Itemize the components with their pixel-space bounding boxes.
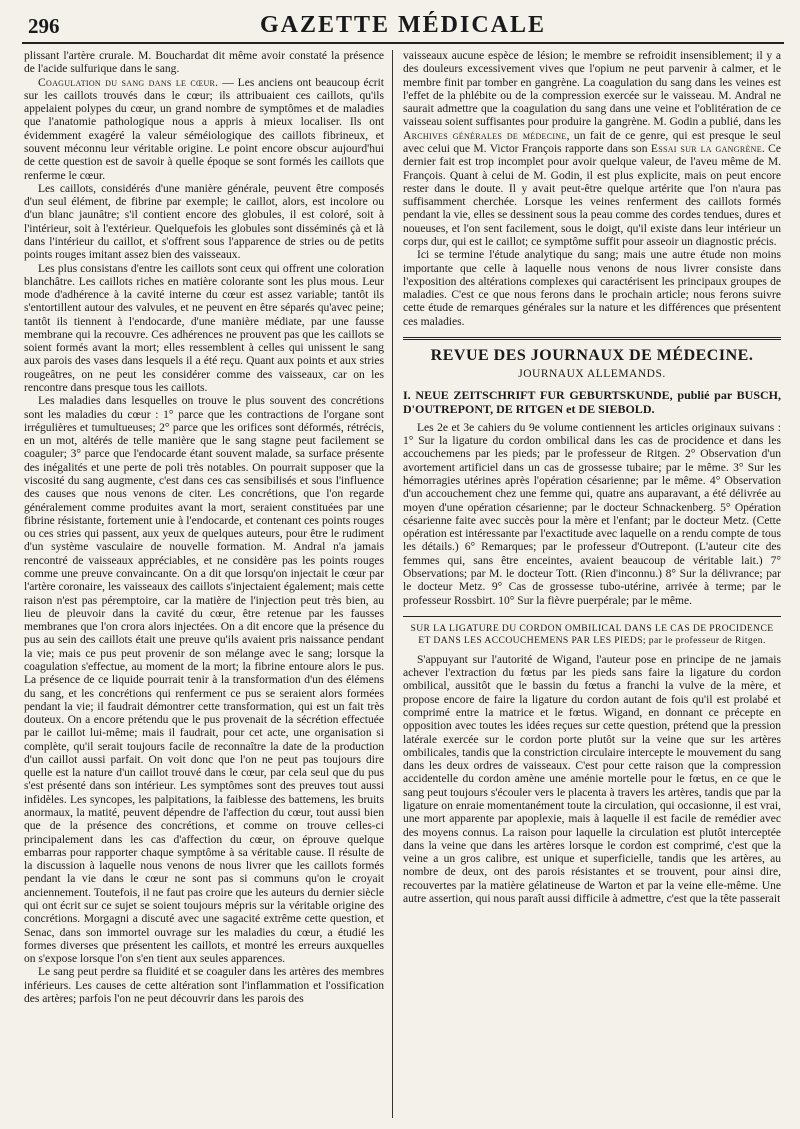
journal-name: Archives générales de médecine bbox=[403, 129, 567, 142]
paragraph: plissant l'artère crurale. M. Bouchardat dit même avoir constaté la présence de l'acide sulfurique dans le sang. bbox=[24, 50, 384, 76]
paragraph: Les caillots, considérés d'une manière générale, peuvent être composés d'un seul élément, de fibrine par exemple; le caillot, alors, est incolore ou d'un blanc jaunâtre; s'il contient encore des globules, il est coloré, soit à l'intérieur, soit à l'extérieur. Quelquefois les globules sont disséminés çà et là dans l'intérieur du caillot, et s'offrent sous l'apparence de stries ou de petits points rouges imitant assez bien des vaisseaux. bbox=[24, 182, 384, 262]
paragraph-text: vaisseaux aucune espèce de lésion; le membre se refroidit insensiblement; il y a des douleurs excessivement vives que l'opium ne peut parvenir à calmer, et le membre finit par tomber en gangrène. La coagulation du sang dans les veines est l'effet de la phlébite ou de la compression exercée sur le vaisseau. M. Andral ne saurait admettre que la coagulation du sang dans une veine et l'oblitération de ce vaisseau soient suffisantes pour produire la gangrène. M. Godin a publié, dans les bbox=[403, 50, 781, 129]
masthead-title: GAZETTE MÉDICALE bbox=[259, 12, 547, 38]
paragraph: Ici se termine l'étude analytique du sang; mais une autre étude non moins importante que celle à laquelle nous venons de nous livrer consiste dans l'exposition des altérations complexes qui caractérisent les principaux groupes de maladies. C'est ce que nous ferons dans le prochain article; nous ferons suivre cette étude de remarques générales sur la nature et les différences que présentent ces maladies. bbox=[403, 249, 781, 328]
paragraph: S'appuyant sur l'autorité de Wigand, l'auteur pose en principe de ne jamais achever l'extraction du fœtus par les pieds sans faire la ligature du cordon ombilical, aussitôt que le bassin du fœtus a franchi la vulve de la mère, et propose encore de faire la ligature du cordon autant de fois qu'il est prolabé et comprimé entre la matrice et le fœtus. Wigand, en donnant ce précepte en opposition avec toutes les idées reçues sur cette question, prétend que la pression latérale exercée sur le cordon porte plutôt sur la veine que sur les artères ombilicales, tandis que la constriction circulaire intercepte le mouvement du sang dans les deux ordres de vaisseaux. C'est pour cette raison que la compression accidentelle du cordon amène une aménie mortelle pour le fœtus, en ce que le sang peut toujours s'écouler vers le placenta à travers les artères, tandis que par la ligature on enraie momentanément toute la circulation, qui occasionne, il est vrai, une mort apparente par apoplexie, mais à laquelle il est facile de remédier avec des moyens connus. La raison pour laquelle la circulation est plutôt interceptée dans la veine que dans les artères lorsque le cordon est comprimé, c'est que la veine a un gros calibre, est unique et superficielle, tandis que les artères, au nombre de deux, ont des parois résistantes et se trouvent, pour ainsi dire, recouvertes par la matière gélatineuse de Warton et par la veine elle-même. Une autre assertion, qui nous paraît aussi difficile à admettre, c'est que la tête passerait bbox=[403, 653, 781, 905]
left-column bbox=[24, 50, 384, 1118]
paragraph: Le sang peut perdre sa fluidité et se coaguler dans les artères des membres inférieurs. Les causes de cette altération sont l'inflammation et l'ossification des artères; parfois l'on ne peut découvrir dans les parois des bbox=[24, 966, 384, 1005]
section-rule bbox=[403, 337, 781, 340]
page-header bbox=[22, 8, 784, 44]
right-column bbox=[403, 50, 781, 1118]
paragraph bbox=[403, 50, 781, 249]
paragraph: Les maladies dans lesquelles on trouve le plus souvent des concrétions sont les maladies du cœur : 1° parce que les contractions de l'organe sont irrégulières et tumultueuses; 2° parce que les orifices sont déformés, rétrécis, en un mot, altérés de telle manière que le sang stagne peut facilement se coaguler; 3° parce que l'endocarde étant souvent malade, sa surface présente des inégalités et une perte de poli très notables. On pourrait supposer que la viscosité du sang augmente, c'est dans ces cas sensibilisés et sous l'influence des causes que nous venons de citer. Les concrétions, que l'on regarde généralement comme produites avant la mort, seraient constituées par une fibrine résistante, fortement unie à l'endocarde, et contenant ces points rouges ou ces stries qui passent, aux yeux de quelques auteurs, pour être le rudiment d'un système vasculaire de nouvelle formation. M. Andral n'a jamais rencontré de vaisseaux appréciables, et ne considère pas les points rouges comme une preuve convaincante. On a dit que lorsqu'on injectait le cœur par l'artère coronaire, les vaisseaux des caillots s'injectaient également; mais cette raison n'est pas péremptoire, car la matière de l'injection peut très bien, au lieu de pleuvoir dans la cavité du cœur, être retenue par les fausses membranes que l'on crora alors injectées. On a dit encore que la présence du pus au sein des caillots était une preuve qu'ils avaient pris naissance pendant la vie; mais ce pus peut provenir de son mélange avec le sang; lorsque la coagulation s'effectue, au moment de la mort; la fibrine entoure alors le pus. La présence de ce liquide pourrait tenir à la transformation d'un des élémens du sang, et les concrétions qui renferment ce pus se seraient alors formées pendant la vie; il faudrait démontrer cette transformation, qui est un fait très douteux. On a encore prétendu que le pus provenait de la sécrétion effectuée par le caillot lui-même; mais il faudrait, pour cet acte, une organisation si complète, qu'il serait toujours facile de reconnaître la date de la production d'un caillot aussi parfait. On voit donc que l'on ne peut pas toujours dire quelle est la nature d'un caillot trouvé dans le cœur, par cela seul que du pus s'est présenté dans son intérieur. Les symptômes sont des preuves tout aussi infidèles. Les syncopes, les palpitations, la faiblesse des battemens, les bruits anormaux, la matité, peuvent dépendre de l'affection du cœur, tout aussi bien que de la présence des concrétions, et comme on trouve celles-ci principalement dans les cas d'affection du cœur, on éprouve quelque embarras pour rapporter chaque symptôme à sa véritable cause. Il résulte de la discussion à laquelle nous venons de nous livrer que les caillots formés pendant la vie dans le cœur ne sont pas si communs qu'on le croyait anciennement. Toutefois, il ne faut pas croire que les auteurs du dernier siècle qui ont écrit sur ce sujet se soient toujours mépris sur la véritable origine des concrétions. Morgagni a discuté avec une sagacité extrême cette question, et Senac, dans son immortel ouvrage sur les maladies du cœur, a étudié les formes diverses que présentent les caillots, et montré les erreurs auxquelles on s'expose lorsque l'on s'en tient aux seules apparences. bbox=[24, 395, 384, 966]
page-number: 296 bbox=[28, 14, 60, 38]
article-rule bbox=[403, 616, 781, 617]
column-divider bbox=[392, 50, 393, 1118]
book-title: Essai sur la gangrène bbox=[650, 142, 762, 155]
paragraph: Les plus consistans d'entre les caillots sont ceux qui offrent une coloration blanchâtre. Les caillots riches en matière colorante sont les plus mous. Leur mode d'adhérence à la cavité interne du cœur est assez variable; tantôt ils s'entortillent autour des valvules, et ne peuvent en être séparés qu'avec peine; tantôt ils tiennent à l'endocarde, d'une manière médiate, par une fausse membrane qui la recouvre. Ces adhérences ne prouvent pas que les caillots se soient formés avant la mort; elles ressemblent à celles qui unissent le sang aux parois des vases dans lesquels il a été reçu. Quant aux points et aux stries rougeâtres, on ne peut les considérer comme des vaisseaux, car on les rencontre dans presque tous les caillots. bbox=[24, 262, 384, 395]
paragraph bbox=[24, 77, 384, 183]
paragraph-body: — Les anciens ont beaucoup écrit sur les caillots trouvés dans le cœur; ils attribuaient ces caillots, qu'ils appelaient polypes du cœur, un grand nombre de symptômes et de maladies que l'anatomie pathologique nous a appris à mieux localiser. Ils ont évidemment exagéré la valeur séméiologique des caillots fibrineux, et souvent méconnu leur véritable origine. Le point encore obscur aujourd'hui de cette question est de savoir à quelle époque se sont formés les caillots que renferme le cœur. bbox=[24, 76, 384, 182]
section-title: REVUE DES JOURNAUX DE MÉDECINE. bbox=[430, 346, 754, 364]
paragraph-title: Coagulation du sang dans le cœur. bbox=[38, 76, 219, 89]
paragraph: Les 2e et 3e cahiers du 9e volume contiennent les articles originaux suivans : 1° Sur la ligature du cordon ombilical dans les cas de procidence et dans les accouchemens par les pieds; par le professeur de Ritgen. 2° Observation d'un avortement artificiel dans un cas de grossesse tubaire; par le même. 3° Sur les hémorragies utérines après l'opération césarienne; par le même. 4° Observation d'un accouchement chez une femme qui, quatre ans auparavant, a été délivrée au moyen d'une opération césarienne; par le docteur Schnackenberg. 5° Opération césarienne faite avec succès pour la mère et l'enfant; par le docteur Metz. (Cette opération est intéressante par l'exactitude avec laquelle on a rendu compte de tous les détails.) 6° Remarques; par le professeur d'Outrepont. (L'auteur cite des femmes qui, sans être enceintes, avaient beaucoup de véritable lait.) 7° Observations; par M. le docteur Tott. (Rien d'inconnu.) 8° Sur la délivrance; par le docteur Metz. 9° Cas de grossesse tubo-utérine, arrivée à terme; par le professeur Rossbirt. 10° Sur la fièvre puerpérale; par le même. bbox=[403, 421, 781, 607]
journal-heading: I. NEUE ZEITSCHRIFT FUR GEBURTSKUNDE, publié par BUSCH, D'OUTREPONT, DE RITGEN et DE SIEBOLD. bbox=[403, 387, 781, 416]
paragraph-text: . Ce dernier fait est trop incomplet pour avoir quelque valeur, de l'aveu même de M. François. Quant à celui de M. Godin, il est plus explicite, mais on peut encore rester dans le doute. Il y avait peut-être quelque artérite que l'on n'aura pas suffisamment cherchée. Lorsque les veines renferment des caillots formés pendant la vie, elles se dessinent sous la peau comme des cordes tendues, dures et noueuses, et l'on sent facilement, sous le doigt, qu'il existe dans leur intérieur un corps dur, qui est le caillot; ce symptôme suffit pour asseoir un diagnostic précis. bbox=[403, 142, 781, 248]
article-heading: SUR LA LIGATURE DU CORDON OMBILICAL DANS LE CAS DE PROCIDENCE ET DANS LES ACCOUCHEMENS PAR LES PIEDS; par le professeur de Ritgen. bbox=[410, 622, 774, 647]
paragraph-text: , un fait de ce genre, qui est presque le seul avec celui que M. Victor François rapporte dans son bbox=[403, 129, 781, 155]
section-subtitle: JOURNAUX ALLEMANDS. bbox=[518, 367, 666, 380]
